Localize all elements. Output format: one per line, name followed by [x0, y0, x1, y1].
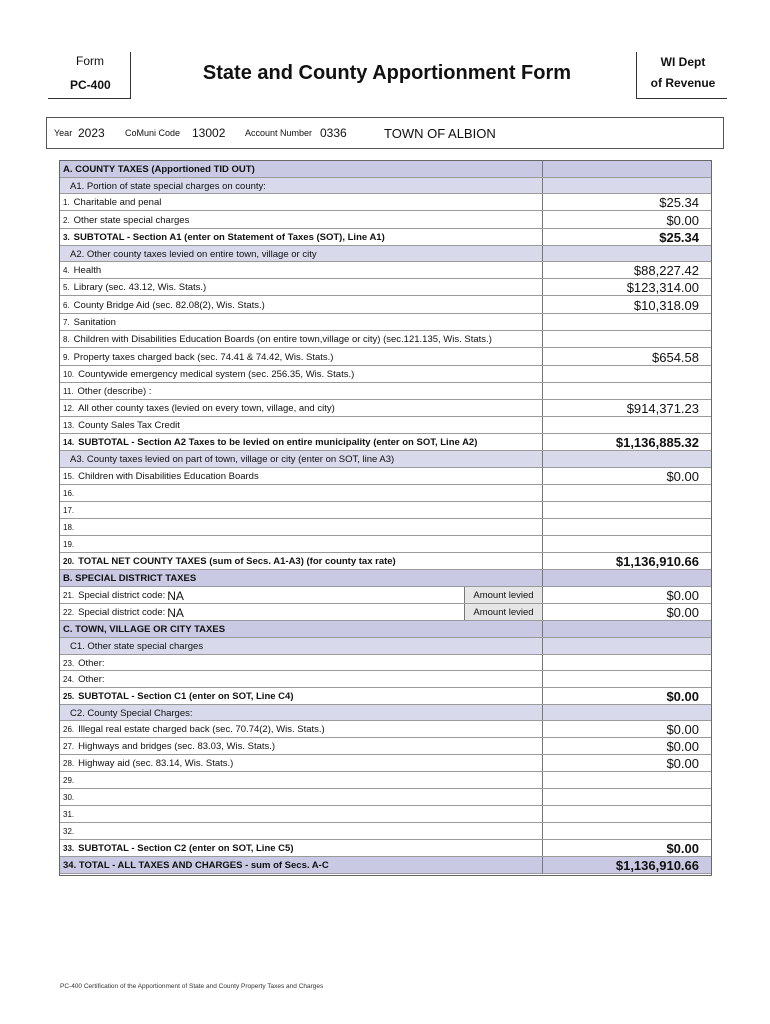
line-text: A2. Other county taxes levied on entire town, village or city — [70, 248, 317, 260]
row-label — [63, 279, 206, 296]
line-text: Other state special charges — [73, 214, 190, 226]
amount-cell[interactable] — [542, 519, 711, 536]
line-text: Other: — [78, 674, 105, 685]
amount-cell[interactable] — [542, 604, 711, 621]
line-text: Property taxes charged back (sec. 74.41 & 74.42, Wis. Stats.) — [73, 351, 334, 363]
amount-value: $0.00 — [666, 689, 699, 704]
line-number: 7. — [63, 318, 70, 327]
subsection-row — [60, 705, 711, 721]
subsection-row — [60, 178, 711, 194]
amount-levied-label: Amount levied — [464, 604, 542, 621]
row-label — [63, 366, 354, 383]
line-number: 28. — [63, 759, 75, 768]
amount-cell[interactable] — [542, 229, 711, 246]
line-item-row — [60, 738, 711, 755]
dept-line1: WI Dept — [660, 55, 706, 69]
line-number: 13. — [63, 421, 75, 430]
row-label — [63, 296, 265, 314]
line-text: A. COUNTY TAXES (Apportioned TID OUT) — [63, 164, 255, 175]
line-item-row — [60, 604, 711, 621]
line-item-row — [60, 823, 711, 840]
amount-cell[interactable] — [542, 434, 711, 451]
row-label — [63, 840, 293, 857]
line-text: Special district code: — [78, 590, 166, 601]
amount-cell[interactable] — [542, 246, 711, 262]
row-label — [63, 348, 333, 366]
line-item-row — [60, 331, 711, 348]
line-item-row — [60, 671, 711, 688]
line-number: 11. — [63, 387, 74, 396]
amount-cell[interactable] — [542, 638, 711, 655]
line-text: Health — [73, 265, 102, 276]
line-number: 4. — [63, 266, 70, 275]
year-label: Year — [54, 128, 73, 138]
amount-value: $25.34 — [659, 195, 699, 210]
line-text: Library (sec. 43.12, Wis. Stats.) — [73, 282, 207, 293]
line-number: 30. — [63, 793, 75, 802]
section-header-row — [60, 857, 711, 874]
line-number: 15. — [63, 472, 75, 481]
row-label — [63, 417, 180, 434]
line-number: 21. — [63, 591, 75, 600]
row-label — [63, 587, 184, 604]
amount-cell[interactable] — [542, 468, 711, 485]
line-item-row — [60, 279, 711, 296]
amount-cell[interactable] — [542, 738, 711, 755]
amount-cell[interactable] — [542, 671, 711, 688]
amount-cell[interactable] — [542, 857, 711, 874]
line-number: 33. — [63, 844, 75, 853]
row-label — [70, 178, 266, 194]
line-text: B. SPECIAL DISTRICT TAXES — [63, 573, 197, 584]
row-label — [70, 246, 317, 262]
line-number: 20. — [63, 557, 75, 566]
row-label — [70, 451, 394, 468]
line-number: 17. — [63, 506, 75, 515]
row-label — [63, 570, 196, 587]
amount-value: $0.00 — [666, 588, 699, 603]
line-number: 26. — [63, 725, 75, 734]
row-label — [63, 211, 189, 229]
amount-value: $1,136,910.66 — [615, 554, 699, 569]
line-text: Charitable and penal — [73, 197, 162, 208]
amount-value: $0.00 — [666, 739, 699, 754]
line-number: 6. — [63, 300, 70, 310]
line-text: County Sales Tax Credit — [78, 420, 180, 431]
line-number: 12. — [63, 404, 75, 413]
line-text: C1. Other state special charges — [70, 641, 204, 652]
amount-cell[interactable] — [542, 587, 711, 604]
line-item-row — [60, 789, 711, 806]
line-number: 10. — [63, 370, 75, 379]
row-label — [63, 468, 259, 485]
line-number: 3. — [63, 233, 70, 242]
row-label — [63, 400, 335, 417]
line-number: 14. — [63, 438, 75, 447]
line-text: C. TOWN, VILLAGE OR CITY TAXES — [63, 624, 226, 635]
row-label — [70, 638, 203, 655]
special-district-code[interactable]: NA — [167, 605, 184, 620]
line-number: 32. — [63, 827, 75, 836]
amount-value: $0.00 — [666, 722, 699, 737]
line-number: 23. — [63, 658, 75, 668]
line-item-row — [60, 400, 711, 417]
section-header-row — [60, 621, 711, 638]
amount-value: $0.00 — [666, 756, 699, 771]
special-district-code[interactable]: NA — [167, 588, 184, 603]
row-label — [63, 823, 78, 840]
line-text: TOTAL NET COUNTY TAXES (sum of Secs. A1-A3) (for county tax rate) — [78, 556, 396, 567]
amount-cell[interactable] — [542, 485, 711, 502]
section-header-row — [60, 570, 711, 587]
line-item-row — [60, 366, 711, 383]
municipality-name: TOWN OF ALBION — [384, 126, 496, 141]
line-item-row — [60, 383, 711, 400]
page-title: State and County Apportionment Form — [202, 62, 572, 84]
line-text: Highway aid (sec. 83.14, Wis. Stats.) — [78, 758, 234, 769]
amount-value: $1,136,910.66 — [615, 858, 699, 873]
line-item-row — [60, 519, 711, 536]
comuni-field[interactable]: 13002 — [192, 126, 226, 140]
amount-cell[interactable] — [542, 570, 711, 587]
amount-cell[interactable] — [542, 721, 711, 738]
line-number: 22. — [63, 608, 75, 617]
line-number: 8. — [63, 335, 70, 344]
row-label — [63, 655, 105, 671]
row-label — [63, 161, 255, 178]
amount-value: $123,314.00 — [626, 280, 699, 295]
line-number: 1. — [63, 198, 70, 207]
line-number: 2. — [63, 215, 70, 225]
line-item-row — [60, 688, 711, 705]
line-item-row — [60, 772, 711, 789]
row-label — [63, 738, 275, 755]
footer-note: PC-400 Certification of the Apportionment of State and County Property Taxes and Charges — [60, 983, 324, 990]
line-text: C2. County Special Charges: — [70, 707, 193, 719]
row-label — [63, 721, 325, 738]
amount-cell[interactable] — [542, 211, 711, 229]
line-item-row — [60, 434, 711, 451]
row-label — [63, 806, 78, 823]
section-header-row — [60, 161, 711, 178]
line-text: A1. Portion of state special charges on county: — [70, 180, 266, 192]
line-number: 9. — [63, 352, 70, 362]
amount-value: $654.58 — [652, 349, 699, 365]
amount-value: $10,318.09 — [633, 297, 699, 313]
amount-cell[interactable] — [542, 348, 711, 366]
amount-value: $1,136,885.32 — [615, 435, 699, 450]
amount-cell[interactable] — [542, 331, 711, 348]
line-text: Highways and bridges (sec. 83.03, Wis. Stats.) — [78, 741, 276, 752]
row-label — [63, 772, 78, 789]
line-number: 18. — [63, 523, 75, 532]
row-label — [63, 536, 78, 553]
amount-value: $25.34 — [659, 230, 699, 245]
line-text: All other county taxes (levied on every town, village, and city) — [78, 403, 335, 414]
line-text: Children with Disabilities Education Boards (on entire town,village or city) (sec.121.135, Wis. Stats.) — [73, 334, 492, 345]
amount-cell[interactable] — [542, 262, 711, 279]
amount-cell[interactable] — [542, 789, 711, 806]
row-label — [63, 755, 233, 772]
row-label — [63, 519, 78, 536]
apportionment-table — [59, 160, 712, 876]
row-label — [63, 331, 492, 348]
line-item-row — [60, 296, 711, 314]
line-item-row — [60, 485, 711, 502]
line-item-row — [60, 755, 711, 772]
amount-cell[interactable] — [542, 553, 711, 570]
row-label — [63, 688, 293, 705]
form-number: PC-400 — [70, 78, 111, 92]
line-item-row — [60, 806, 711, 823]
amount-cell[interactable] — [542, 279, 711, 296]
row-label — [63, 383, 151, 400]
line-item-row — [60, 348, 711, 366]
amount-cell[interactable] — [542, 296, 711, 314]
line-number: 19. — [63, 540, 75, 549]
line-item-row — [60, 536, 711, 553]
line-item-row — [60, 468, 711, 485]
line-number: 31. — [63, 810, 75, 819]
amount-cell[interactable] — [542, 161, 711, 178]
row-label — [70, 705, 193, 721]
line-text: Other (describe) : — [77, 386, 152, 397]
row-label — [63, 194, 161, 211]
amount-cell[interactable] — [542, 314, 711, 331]
subsection-row — [60, 246, 711, 262]
line-text: SUBTOTAL - Section C2 (enter on SOT, Line C5) — [78, 843, 294, 854]
amount-cell[interactable] — [542, 688, 711, 705]
line-text: SUBTOTAL - Section A1 (enter on Statement of Taxes (SOT), Line A1) — [73, 232, 385, 243]
row-label — [63, 502, 78, 519]
row-label — [63, 262, 101, 279]
account-field[interactable]: 0336 — [320, 126, 347, 140]
amount-cell[interactable] — [542, 806, 711, 823]
row-label — [63, 314, 116, 331]
line-text: SUBTOTAL - Section A2 Taxes to be levied on entire municipality (enter on SOT, Line A2) — [78, 437, 478, 448]
amount-cell[interactable] — [542, 451, 711, 468]
line-text: Other: — [78, 657, 105, 669]
line-item-row — [60, 553, 711, 570]
year-field[interactable]: 2023 — [78, 126, 105, 140]
amount-cell[interactable] — [542, 400, 711, 417]
amount-cell[interactable] — [542, 536, 711, 553]
line-text: A3. County taxes levied on part of town, village or city (enter on SOT, line A3) — [70, 454, 395, 465]
row-label — [63, 604, 184, 621]
amount-cell[interactable] — [542, 194, 711, 211]
row-label — [63, 857, 329, 874]
line-item-row — [60, 194, 711, 211]
amount-levied-label: Amount levied — [464, 587, 542, 604]
line-item-row — [60, 314, 711, 331]
line-item-row — [60, 229, 711, 246]
amount-cell[interactable] — [542, 655, 711, 671]
amount-value: $88,227.42 — [633, 263, 699, 278]
account-label: Account Number — [245, 128, 313, 138]
amount-cell[interactable] — [542, 840, 711, 857]
line-item-row — [60, 840, 711, 857]
amount-cell[interactable] — [542, 621, 711, 638]
line-item-row — [60, 655, 711, 671]
amount-cell[interactable] — [542, 383, 711, 400]
row-label — [63, 671, 105, 688]
line-text: Children with Disabilities Education Boards — [78, 471, 259, 482]
line-number: 25. — [63, 692, 75, 701]
amount-cell[interactable] — [542, 178, 711, 194]
row-label — [63, 485, 78, 502]
line-number: 16. — [63, 489, 75, 498]
amount-value: $0.00 — [666, 605, 699, 620]
amount-cell[interactable] — [542, 417, 711, 434]
line-text: 34. TOTAL - ALL TAXES AND CHARGES - sum of Secs. A-C — [63, 860, 329, 871]
comuni-label: CoMuni Code — [125, 128, 181, 138]
line-text: Illegal real estate charged back (sec. 70.74(2), Wis. Stats.) — [78, 724, 325, 735]
line-item-row — [60, 211, 711, 229]
amount-cell[interactable] — [542, 755, 711, 772]
amount-cell[interactable] — [542, 705, 711, 721]
line-text: Sanitation — [73, 317, 116, 328]
line-number: 24. — [63, 675, 75, 684]
line-number: 5. — [63, 283, 70, 292]
row-label — [63, 434, 477, 451]
subsection-row — [60, 451, 711, 468]
row-label — [63, 553, 396, 570]
line-item-row — [60, 587, 711, 604]
amount-cell[interactable] — [542, 366, 711, 383]
row-label — [63, 621, 225, 638]
amount-value: $914,371.23 — [626, 401, 699, 416]
line-number: 29. — [63, 776, 75, 785]
line-text: Countywide emergency medical system (sec. 256.35, Wis. Stats.) — [78, 369, 355, 380]
amount-cell[interactable] — [542, 502, 711, 519]
amount-value: $0.00 — [666, 469, 699, 484]
line-text: Special district code: — [78, 607, 166, 618]
line-item-row — [60, 502, 711, 519]
line-number: 27. — [63, 742, 75, 751]
amount-value: $0.00 — [666, 841, 699, 856]
line-item-row — [60, 721, 711, 738]
dept-line2: of Revenue — [650, 76, 716, 90]
amount-value: $0.00 — [666, 212, 699, 228]
amount-cell[interactable] — [542, 772, 711, 789]
line-text: SUBTOTAL - Section C1 (enter on SOT, Line C4) — [78, 691, 294, 702]
line-text: County Bridge Aid (sec. 82.08(2), Wis. Stats.) — [73, 299, 265, 311]
subsection-row — [60, 638, 711, 655]
line-item-row — [60, 262, 711, 279]
line-item-row — [60, 417, 711, 434]
row-label — [63, 229, 385, 246]
amount-cell[interactable] — [542, 823, 711, 840]
form-label: Form — [76, 54, 104, 68]
row-label — [63, 789, 78, 806]
